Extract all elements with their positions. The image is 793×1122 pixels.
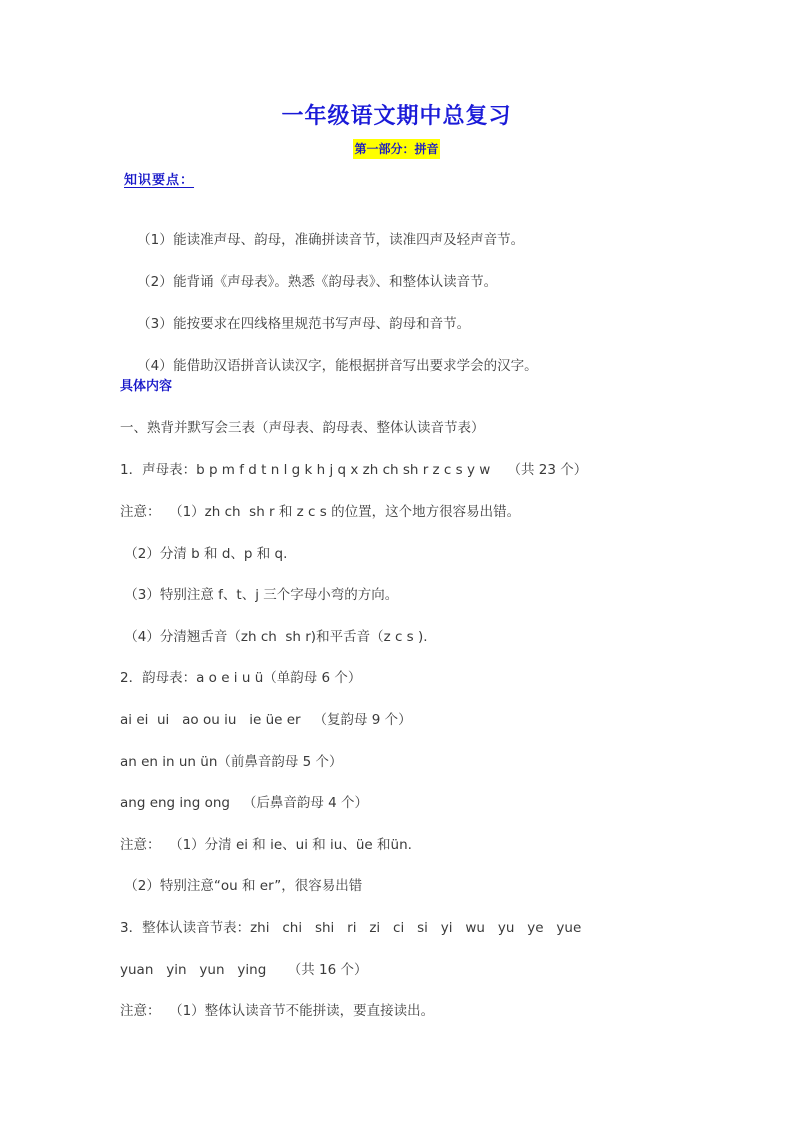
content-line: 1．声母表：b p m f d t n l g k h j q x zh ch sh r z c s y w （共 23 个） [120, 462, 588, 478]
item-text: 能背诵《声母表》。熟悉《韵母表》、和整体认读音节。 [173, 274, 498, 290]
content-line: （2）分清 b 和 d、p 和 q. [120, 546, 288, 562]
knowledge-point-item [120, 336, 538, 396]
item-number: （3） [137, 316, 173, 332]
content-line: ai ei ui ao ou iu ie üe er （复韵母 9 个） [120, 712, 412, 728]
item-number: （4） [137, 358, 173, 374]
item-number: （2） [137, 274, 173, 290]
item-number: （1） [137, 232, 173, 248]
content-line: 注意： （1）整体认读音节不能拼读，要直接读出。 [120, 1003, 435, 1019]
content-line: yuan yin yun ying （共 16 个） [120, 962, 368, 978]
document-title: 一年级语文期中总复习 [281, 103, 512, 129]
item-text: 能借助汉语拼音认读汉字，能根据拼音写出要求学会的汉字。 [173, 358, 538, 374]
content-heading: 具体内容 [120, 379, 173, 394]
item-text: 能读准声母、韵母，准确拼读音节，读准四声及轻声音节。 [173, 232, 525, 248]
subtitle-container [0, 138, 793, 159]
content-line: （2）特别注意“ou 和 er”，很容易出错 [120, 878, 363, 894]
content-line: （4）分清翘舌音（zh ch sh r)和平舌音（z c s ). [120, 629, 428, 645]
content-line: 注意： （1）zh ch sh r 和 z c s 的位置，这个地方很容易出错。 [120, 504, 521, 520]
content-line: an en in un ün（前鼻音韵母 5 个） [120, 754, 343, 770]
content-line: 一、熟背并默写会三表（声母表、韵母表、整体认读音节表） [120, 420, 485, 436]
content-line: 注意： （1）分清 ei 和 ie、ui 和 iu、üe 和ün. [120, 837, 412, 853]
knowledge-points-heading: 知识要点： [124, 173, 195, 188]
content-line: （3）特别注意 f、t、j 三个字母小弯的方向。 [120, 587, 399, 603]
content-line: ang eng ing ong （后鼻音韵母 4 个） [120, 795, 369, 811]
content-line: 3．整体认读音节表：zhi chi shi ri zi ci si yi wu yu ye yue [120, 920, 582, 936]
section-subtitle: 第一部分：拼音 [353, 139, 439, 159]
item-text: 能按要求在四线格里规范书写声母、韵母和音节。 [173, 316, 471, 332]
content-line: 2．韵母表：a o e i u ü（单韵母 6 个） [120, 670, 362, 686]
